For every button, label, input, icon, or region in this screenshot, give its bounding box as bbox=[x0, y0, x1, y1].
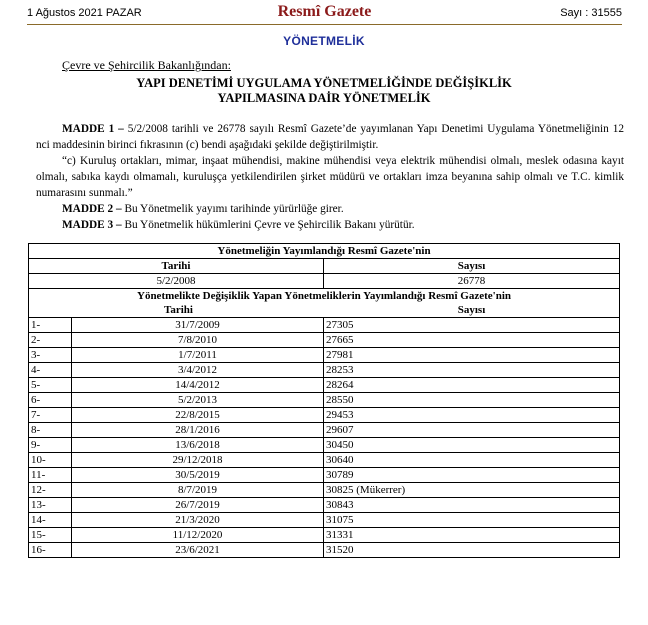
row-issue-number: 27981 bbox=[324, 348, 620, 363]
row-number: 12- bbox=[29, 483, 72, 498]
article-text: “c) Kuruluş ortakları, mimar, inşaat mühendisi, makine mühendisi veya elektrik mühendisi olmalı, meslek odasına kayıt olmalı, sabıka kaydı olmamalı, kuruluşça yetkilendirilen şirket müdürü ve ortakları imza beyanına sahip olmalı ve T.C. kimlik numarasını sunmalı.” bbox=[36, 155, 624, 199]
row-date: 23/6/2021 bbox=[72, 543, 324, 558]
table-row bbox=[29, 483, 620, 498]
row-issue-number: 28550 bbox=[324, 393, 620, 408]
table-row bbox=[29, 468, 620, 483]
amend-col-date-header: Tarihi bbox=[164, 304, 193, 316]
row-number: 2- bbox=[29, 333, 72, 348]
table-original-row bbox=[29, 274, 620, 289]
row-number: 7- bbox=[29, 408, 72, 423]
article-label: MADDE 1 – bbox=[62, 123, 124, 135]
row-date: 1/7/2011 bbox=[72, 348, 324, 363]
row-number: 1- bbox=[29, 318, 72, 333]
row-number: 8- bbox=[29, 423, 72, 438]
row-number: 16- bbox=[29, 543, 72, 558]
regulation-title-line2: YAPILMASINA DAİR YÖNETMELİK bbox=[217, 91, 431, 105]
row-issue-number: 29607 bbox=[324, 423, 620, 438]
row-number: 13- bbox=[29, 498, 72, 513]
row-date: 13/6/2018 bbox=[72, 438, 324, 453]
row-number: 14- bbox=[29, 513, 72, 528]
row-issue-number: 28253 bbox=[324, 363, 620, 378]
row-number: 5- bbox=[29, 378, 72, 393]
article-label: MADDE 3 – bbox=[62, 219, 122, 231]
publication-date: 1 Ağustos 2021 PAZAR bbox=[27, 7, 142, 19]
row-issue-number: 28264 bbox=[324, 378, 620, 393]
table-row bbox=[29, 453, 620, 468]
table-row bbox=[29, 438, 620, 453]
table-main-header-row bbox=[29, 244, 620, 259]
amend-header-text: Yönetmelikte Değişiklik Yapan Yönetmeliklerin Yayımlandığı Resmî Gazete'nin bbox=[137, 290, 511, 302]
row-number: 11- bbox=[29, 468, 72, 483]
row-date: 22/8/2015 bbox=[72, 408, 324, 423]
regulation-title-line1: YAPI DENETİMİ UYGULAMA YÖNETMELİĞİNDE DEĞİŞİKLİK bbox=[136, 76, 512, 90]
row-issue-number: 31331 bbox=[324, 528, 620, 543]
row-issue-number: 31075 bbox=[324, 513, 620, 528]
row-date: 11/12/2020 bbox=[72, 528, 324, 543]
publication-history-table bbox=[28, 243, 620, 558]
row-issue-number: 27665 bbox=[324, 333, 620, 348]
table-row bbox=[29, 408, 620, 423]
row-date: 28/1/2016 bbox=[72, 423, 324, 438]
article-3 bbox=[36, 217, 624, 233]
row-issue-number: 27305 bbox=[324, 318, 620, 333]
row-number: 4- bbox=[29, 363, 72, 378]
table-row bbox=[29, 333, 620, 348]
table-row bbox=[29, 318, 620, 333]
row-date: 26/7/2019 bbox=[72, 498, 324, 513]
table-row bbox=[29, 348, 620, 363]
table-main-header: Yönetmeliğin Yayımlandığı Resmî Gazete'nin bbox=[29, 244, 620, 259]
row-issue-number: 30825 (Mükerrer) bbox=[324, 483, 620, 498]
article-text: Bu Yönetmelik yayımı tarihinde yürürlüğe girer. bbox=[121, 203, 344, 215]
article-text: 5/2/2008 tarihli ve 26778 sayılı Resmî Gazete’de yayımlanan Yapı Denetimi Uygulama Yönetmeliğinin 12 nci maddesinin birinci fıkrasının (c) bendi aşağıdaki şekilde değiştirilmiştir. bbox=[36, 123, 624, 151]
row-issue-number: 30789 bbox=[324, 468, 620, 483]
table-col-header-row bbox=[29, 259, 620, 274]
article-2 bbox=[36, 201, 624, 217]
row-issue-number: 30450 bbox=[324, 438, 620, 453]
regulation-title bbox=[0, 76, 648, 106]
issue-number: Sayı : 31555 bbox=[560, 7, 622, 19]
table-amend-header bbox=[29, 289, 620, 318]
article-1-clause bbox=[36, 153, 624, 201]
table-row bbox=[29, 378, 620, 393]
row-issue-number: 31520 bbox=[324, 543, 620, 558]
table-row bbox=[29, 498, 620, 513]
row-number: 10- bbox=[29, 453, 72, 468]
row-date: 21/3/2020 bbox=[72, 513, 324, 528]
row-number: 6- bbox=[29, 393, 72, 408]
col-number-header: Sayısı bbox=[324, 259, 620, 274]
row-date: 5/2/2013 bbox=[72, 393, 324, 408]
row-date: 29/12/2018 bbox=[72, 453, 324, 468]
gazette-title: Resmî Gazete bbox=[277, 3, 372, 20]
row-date: 14/4/2012 bbox=[72, 378, 324, 393]
section-heading: YÖNETMELİK bbox=[283, 34, 365, 48]
original-number: 26778 bbox=[324, 274, 620, 289]
table-row bbox=[29, 363, 620, 378]
table-amend-header-row bbox=[29, 289, 620, 318]
col-date-header: Tarihi bbox=[29, 259, 324, 274]
amend-col-number-header: Sayısı bbox=[457, 304, 486, 316]
row-issue-number: 30640 bbox=[324, 453, 620, 468]
article-1 bbox=[36, 121, 624, 153]
original-date: 5/2/2008 bbox=[29, 274, 324, 289]
row-date: 30/5/2019 bbox=[72, 468, 324, 483]
table-row bbox=[29, 393, 620, 408]
row-issue-number: 29453 bbox=[324, 408, 620, 423]
regulation-body bbox=[36, 121, 624, 233]
row-number: 15- bbox=[29, 528, 72, 543]
row-number: 9- bbox=[29, 438, 72, 453]
row-issue-number: 30843 bbox=[324, 498, 620, 513]
gazette-header bbox=[27, 4, 622, 25]
table-row bbox=[29, 513, 620, 528]
ministry-name: Çevre ve Şehircilik Bakanlığından: bbox=[62, 58, 231, 72]
article-label: MADDE 2 – bbox=[62, 203, 122, 215]
article-text: Bu Yönetmelik hükümlerini Çevre ve Şehircilik Bakanı yürütür. bbox=[121, 219, 415, 231]
table-row bbox=[29, 543, 620, 558]
table-row bbox=[29, 528, 620, 543]
row-date: 3/4/2012 bbox=[72, 363, 324, 378]
row-number: 3- bbox=[29, 348, 72, 363]
row-date: 8/7/2019 bbox=[72, 483, 324, 498]
row-date: 7/8/2010 bbox=[72, 333, 324, 348]
table-row bbox=[29, 423, 620, 438]
row-date: 31/7/2009 bbox=[72, 318, 324, 333]
